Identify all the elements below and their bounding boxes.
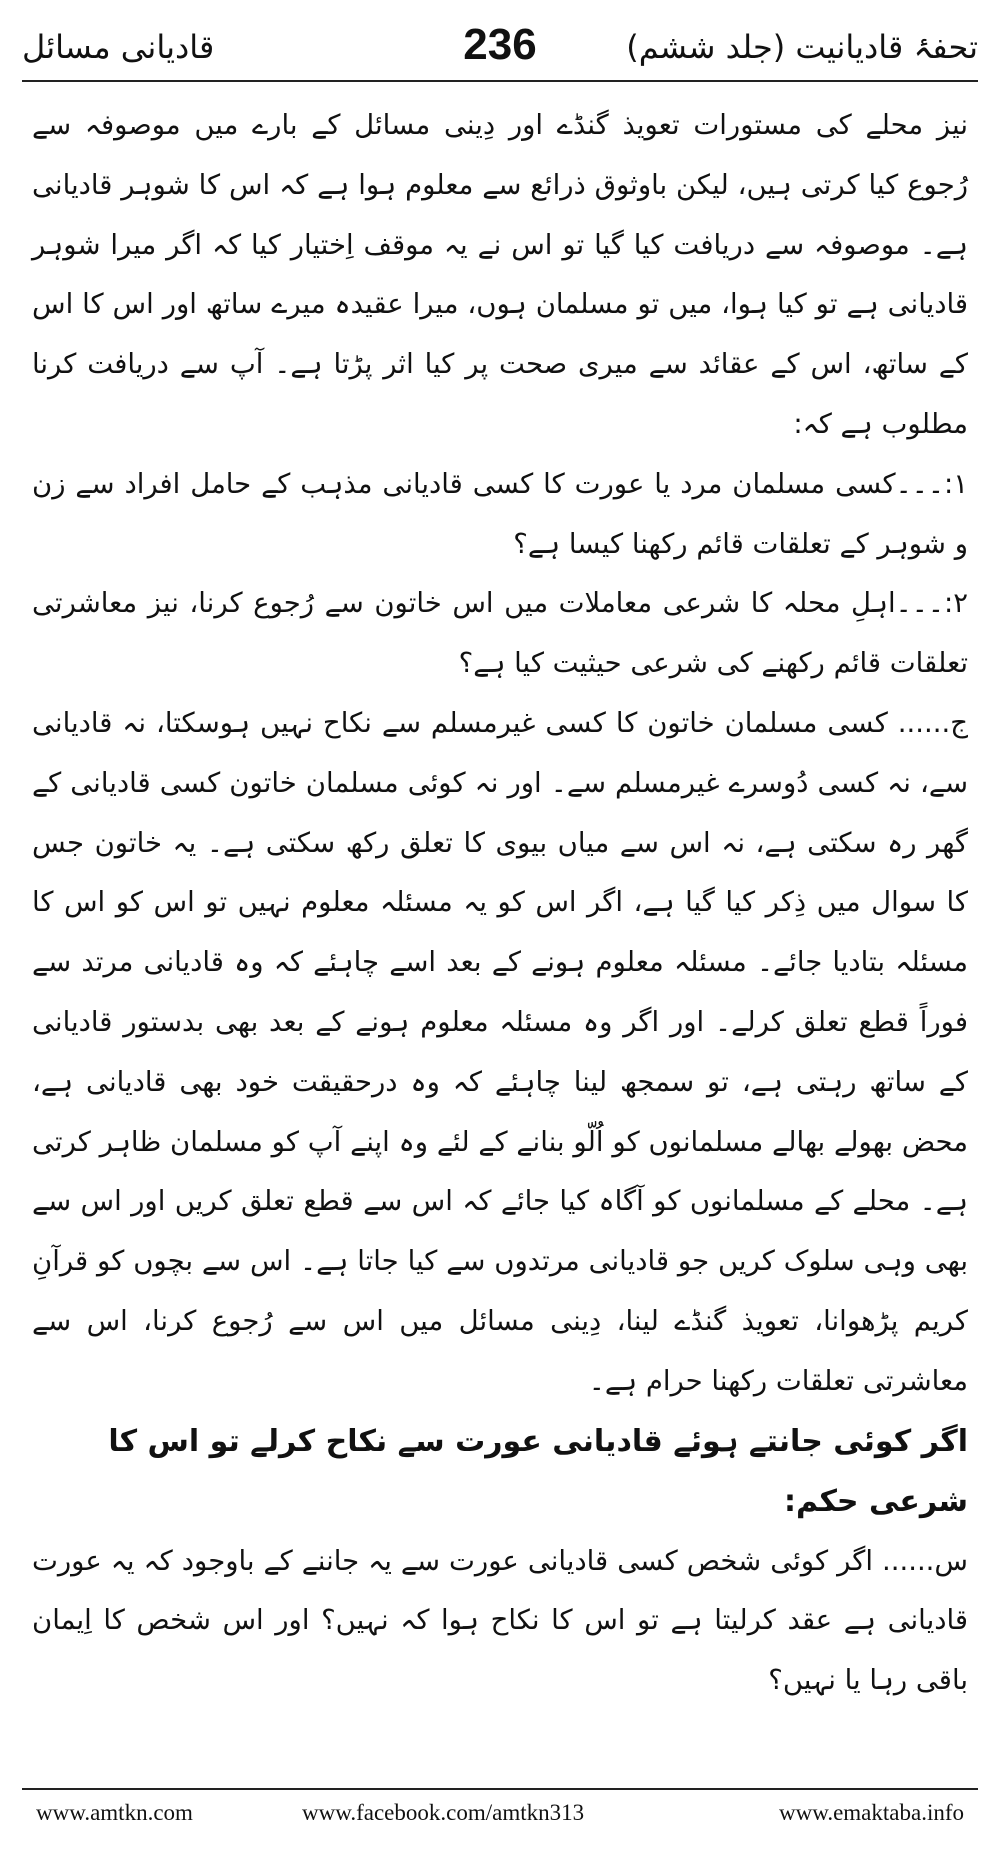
footer-link-facebook[interactable]: www.facebook.com/amtkn313	[302, 1800, 585, 1825]
footer-link-amtkn[interactable]: www.amtkn.com	[36, 1800, 193, 1825]
page-number: 236	[463, 20, 537, 69]
page-content	[32, 96, 968, 1711]
footer-link-emaktaba[interactable]: www.emaktaba.info	[779, 1800, 964, 1825]
question-item-2: ۲:۔۔۔اہلِ محلہ کا شرعی معاملات میں اس خاتون سے رُجوع کرنا، نیز معاشرتی تعلقات قائم رکھنے کی شرعی حیثیت کیا ہے؟	[32, 587, 968, 680]
question-item-1: ۱:۔۔۔کسی مسلمان مرد یا عورت کا کسی قادیانی مذہب کے حامل افراد سے زن و شوہر کے تعلقات قائم رکھنا کیسا ہے؟	[32, 467, 968, 560]
page-header	[22, 18, 978, 82]
section-title: قادیانی مسائل	[22, 28, 215, 66]
section-heading: اگر کوئی جانتے ہوئے قادیانی عورت سے نکاح کرلے تو اس کا شرعی حکم:	[108, 1423, 968, 1519]
page-footer	[22, 1788, 978, 1825]
answer-paragraph: ج...... کسی مسلمان خاتون کا کسی غیرمسلم سے نکاح نہیں ہوسکتا، نہ قادیانی سے، نہ کسی دُوسرے غیرمسلم سے۔ اور نہ کوئی مسلمان خاتون کسی قادیانی کے گھر رہ سکتی ہے، نہ اس سے میاں بیوی کا تعلق رکھ سکتی ہے۔ یہ خاتون جس کا سوال میں ذِکر کیا گیا ہے، اگر اس کو یہ مسئلہ معلوم نہیں تو اس کو اس کا مسئلہ بتادیا جائے۔ مسئلہ معلوم ہونے کے بعد اسے چاہئے کہ وہ قادیانی مرتد سے فوراً قطع تعلق کرلے۔ اور اگر وہ مسئلہ معلوم ہونے کے بعد بھی بدستور قادیانی کے ساتھ رہتی ہے، تو سمجھ لینا چاہئے کہ وہ درحقیقت خود بھی قادیانی ہے، محض بھولے بھالے مسلمانوں کو اُلّو بنانے کے لئے وہ اپنے آپ کو مسلمان ظاہر کرتی ہے۔ محلے کے مسلمانوں کو آگاہ کیا جائے کہ اس سے قطع تعلق کریں اور اس سے بھی وہی سلوک کریں جو قادیانی مرتدوں سے کیا جاتا ہے۔ اس سے بچوں کو قرآنِ کریم پڑھوانا، تعویذ گنڈے لینا، دِینی مسائل میں اس سے رُجوع کرنا، اس سے معاشرتی تعلقات رکھنا حرام ہے۔	[32, 706, 968, 1397]
book-title: تحفۂ قادیانیت (جلد ششم)	[626, 28, 978, 66]
question-paragraph: س...... اگر کوئی شخص کسی قادیانی عورت سے یہ جاننے کے باوجود کہ یہ عورت قادیانی ہے عقد کرلیتا ہے تو اس کا نکاح ہوا کہ نہیں؟ اور اس شخص کا اِیمان باقی رہا یا نہیں؟	[32, 1544, 968, 1697]
intro-paragraph: نیز محلے کی مستورات تعویذ گنڈے اور دِینی مسائل کے بارے میں موصوفہ سے رُجوع کیا کرتی ہیں، لیکن باوثوق ذرائع سے معلوم ہوا ہے کہ اس کا شوہر قادیانی ہے۔ موصوفہ سے دریافت کیا گیا تو اس نے یہ موقف اِختیار کیا کہ اگر میرا شوہر قادیانی ہے تو کیا ہوا، میں تو مسلمان ہوں، میرا عقیدہ میرے ساتھ اور اس کا اس کے ساتھ، اس کے عقائد سے میری صحت پر کیا اثر پڑتا ہے۔ آپ سے دریافت کرنا مطلوب ہے کہ:	[32, 109, 968, 440]
